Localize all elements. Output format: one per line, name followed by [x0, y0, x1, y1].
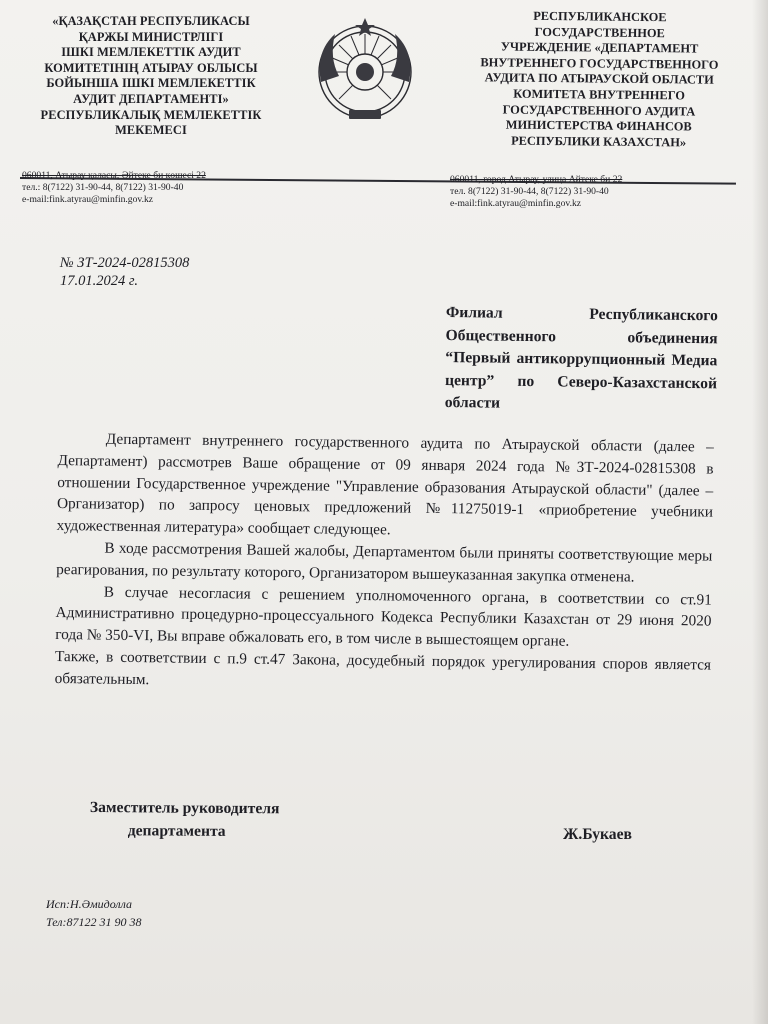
signatory-title-line: Заместитель руководителя	[89, 798, 280, 818]
address-email: e-mail:fink.atyrau@minfin.gov.kz	[22, 194, 154, 205]
address-phone: тел. 8(7122) 31-90-44, 8(7122) 31-90-40	[450, 186, 609, 197]
header-left-line: БОЙЫНША ІШКІ МЕМЛЕКЕТТІК	[46, 76, 256, 91]
header-left-line: МЕКЕМЕСІ	[115, 123, 187, 138]
address-block-russian	[450, 174, 730, 210]
address-block-kazakh	[22, 170, 282, 206]
signatory-title	[90, 796, 330, 844]
header-right-line: УЧРЕЖДЕНИЕ «ДЕПАРТАМЕНТ	[500, 39, 699, 56]
executor-phone: Тел:87122 31 90 38	[46, 915, 142, 929]
state-emblem-icon	[311, 12, 419, 130]
letter-body	[55, 428, 714, 698]
addressee-block: Филиал Республиканского Общественного объединения “Первый антикоррупционный Медиа центр” по Северо-Казахстанской области	[444, 303, 718, 412]
executor-block	[46, 895, 142, 931]
body-paragraph: Также, в соответствии с п.9 ст.47 Закона, досудебный порядок урегулирования споров является обязательным.	[54, 647, 712, 688]
header-russian-org-name	[451, 8, 748, 151]
header-right-line: РЕСПУБЛИКИ КАЗАХСТАН»	[511, 133, 687, 150]
reference-date: 17.01.2024 г.	[60, 273, 138, 289]
address-street: 060011, Атырау қаласы, Әйтеке би көшесі 22	[22, 170, 206, 181]
header-left-line: ІШКІ МЕМЛЕКЕТТІК АУДИТ	[61, 45, 241, 60]
body-paragraph: В ходе рассмотрения Вашей жалобы, Департаментом были приняты соответствующие меры реагирования, по результату которого, Организатором вышеуказанная закупка отменена.	[56, 539, 713, 586]
header-right-line: РЕСПУБЛИКАНСКОЕ	[533, 8, 667, 25]
header-right-line: КОМИТЕТА ВНУТРЕННЕГО	[513, 86, 686, 103]
address-street: 060011, город Атырау, улица Айтеке би 22	[450, 174, 623, 185]
reference-number: № ЗТ-2024-02815308	[60, 255, 190, 271]
header-left-line: ҚАРЖЫ МИНИСТРЛІГІ	[78, 29, 224, 44]
header-right-line: ВНУТРЕННЕГО ГОСУДАРСТВЕННОГО	[480, 55, 719, 72]
header-left-line: РЕСПУБЛИКАЛЫҚ МЕМЛЕКЕТТІК	[40, 107, 262, 122]
executor-name: Исп:Н.Әмидолла	[46, 897, 133, 911]
address-email: e-mail:fink.atyrau@minfin.gov.kz	[450, 198, 582, 209]
header-right-line: АУДИТА ПО АТЫРАУСКОЙ ОБЛАСТИ	[484, 70, 714, 88]
header-right-line: ГОСУДАРСТВЕННОГО АУДИТА	[502, 102, 696, 119]
header-left-line: КОМИТЕТІНІҢ АТЫРАУ ОБЛЫСЫ	[44, 60, 258, 75]
signatory-name: Ж.Букаев	[563, 826, 632, 843]
body-paragraph: Департамент внутреннего государственного аудита по Атырауской области (далее – Департамент) рассмотрев Ваше обращение от 09 января 2024 года №ЗТ-2024-02815308 в отношении Государственное учреждение "Управление образования Атырауской области" (далее – Организатор) по запросу ценовых предложений №11275019-1 «приобретение учебники художественная литература» сообщает следующее.	[56, 430, 714, 539]
page-edge-shadow	[752, 0, 768, 1024]
signatory-title-line: департамента	[127, 822, 226, 840]
address-phone: тел.: 8(7122) 31-90-44, 8(7122) 31-90-40	[22, 182, 184, 193]
header-left-line: «ҚАЗАҚСТАН РЕСПУБЛИКАСЫ	[52, 14, 250, 28]
header-right-line: ГОСУДАРСТВЕННОЕ	[534, 24, 665, 40]
header-right-line: МИНИСТЕРСТВА ФИНАНСОВ	[505, 117, 692, 134]
header-kazakh-org-name	[22, 14, 280, 139]
outgoing-reference	[60, 254, 189, 290]
header-left-line: АУДИТ ДЕПАРТАМЕНТІ»	[73, 91, 229, 106]
body-paragraph: В случае несогласия с решением уполномоченного органа, в соответствии со ст.91 Административно процедурно-процессуального Кодекса Республики Казахстан от 29 июня 2020 года № 350-VI, Вы вправе обжаловать его, в том числе в вышестоящем органе.	[55, 583, 712, 650]
